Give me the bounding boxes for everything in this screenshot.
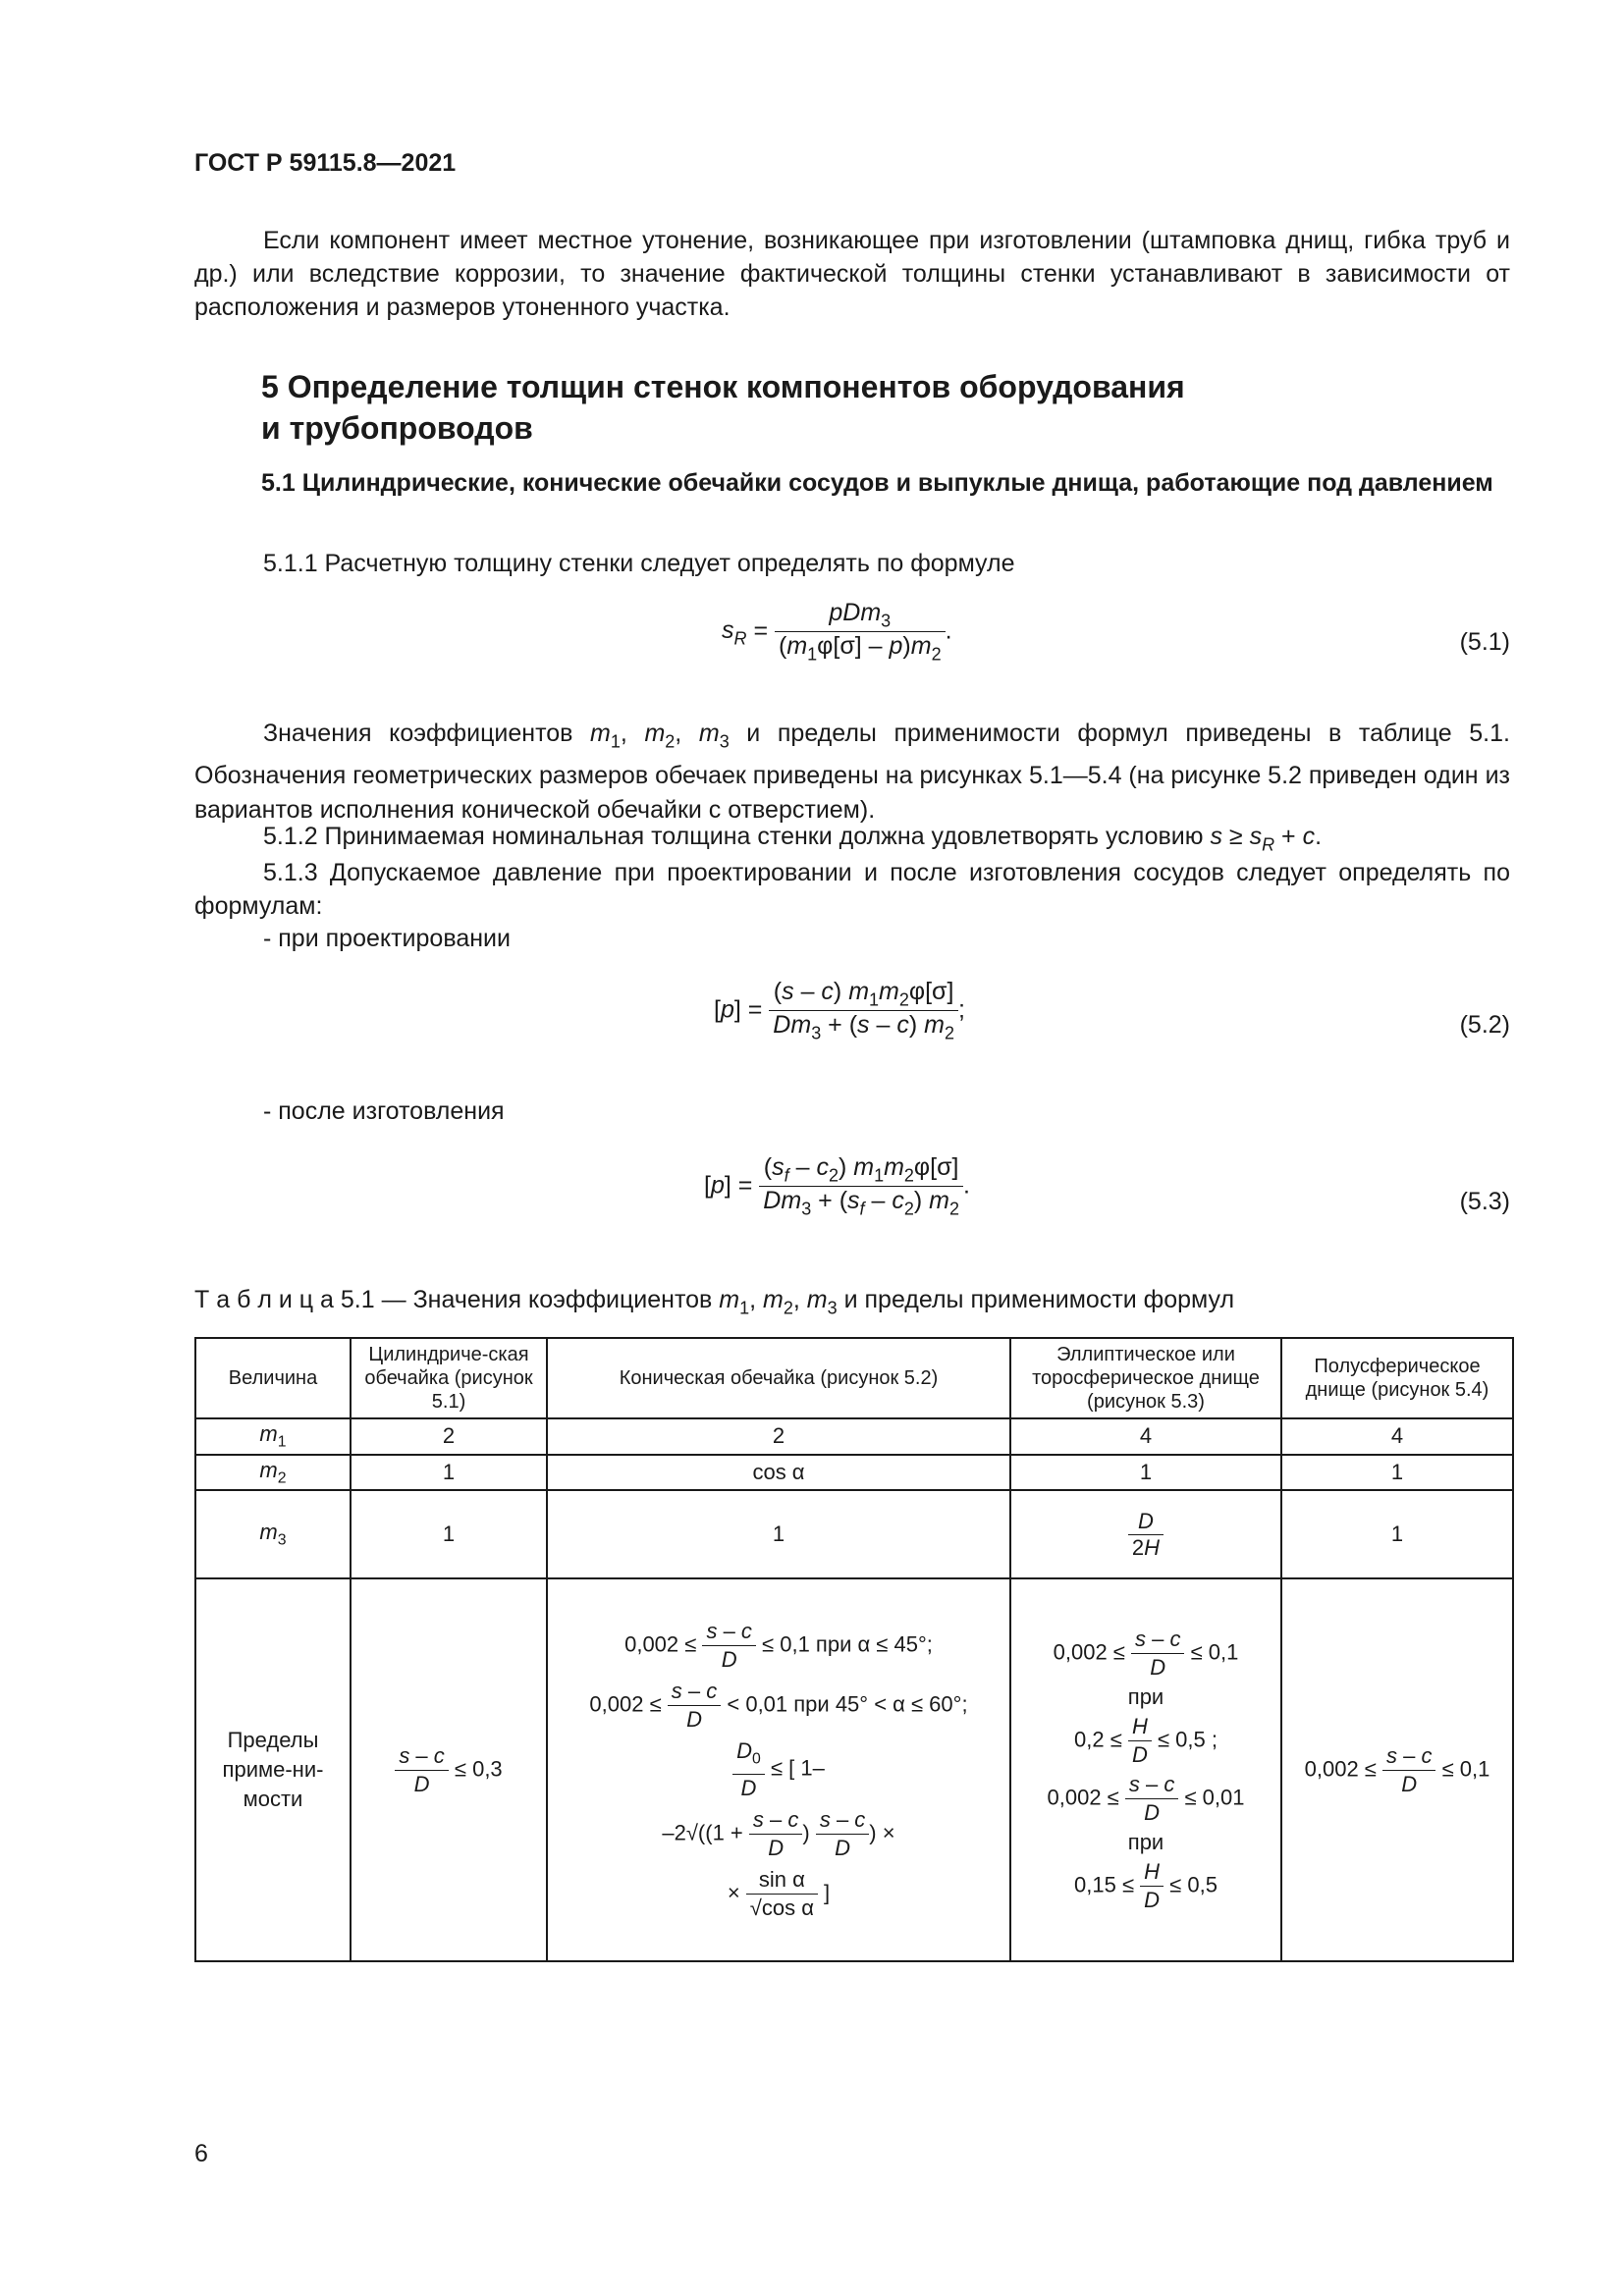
limits-cone: 0,002 ≤ $\frac{s - c}{D}$ ≤ 0,1 при α ≤ 45°; 0,002 ≤ $\frac{s - c}{D}$ < 0,01 при 45° < α ≤ 60°; $\frac{D_0}{D}$ ≤ [ 1– –2√((1 + $\frac{s - c}{D}$ ) $\frac{s - c}{D}$ ) × × $\frac{\text{sin α}}{\text{√cos α}}$ ]: [547, 1578, 1010, 1961]
formula-5-1: $s_R$ = $\frac{pDm_3}{(m_1\varphi[\sigma] - p)m_2}$ .: [722, 599, 952, 665]
equation-number-5-1: (5.1): [1459, 628, 1510, 656]
coefficients-paragraph: Значения коэффициентов $m_1$, $m_2$, $m_3$ и пределы применимости формул приведены в таблице 5.1. Обозначения геометрических размеров обечаек приведены на рисунках 5.1—5.4 (на рисунке 5.2 приведен один из вариантов исполнения конической обечайки с отверстием).: [194, 720, 1510, 825]
m2-hemisphere: 1: [1281, 1455, 1513, 1491]
m1-elliptic: 4: [1010, 1418, 1281, 1455]
row-label-limits: Пределы приме-ни-мости: [195, 1578, 351, 1961]
header-hemisphere: Полусферическое днище (рисунок 5.4): [1281, 1338, 1513, 1418]
row-label-m3: $m_3$: [195, 1490, 351, 1578]
m3-cylinder: 1: [351, 1490, 547, 1578]
subsection-5-1-title: 5.1 Цилиндрические, конические обечайки сосудов и выпуклые днища, работающие под давлением: [261, 469, 1493, 497]
m2-elliptic: 1: [1010, 1455, 1281, 1491]
table-row-m2: [195, 1455, 1513, 1491]
intro-paragraph: Если компонент имеет местное утонение, возникающее при изготовлении (штамповка днищ, гибка труб и др.) или вследствие коррозии, то значение фактической толщины стенки устанавливают в зависимости от расположения и размеров утоненного участка.: [194, 227, 1510, 321]
table-header-row: [195, 1338, 1513, 1418]
document-header: ГОСТ Р 59115.8—2021: [194, 149, 457, 177]
header-cylinder: Цилиндриче-ская обечайка (рисунок 5.1): [351, 1338, 547, 1418]
table-row-m1: [195, 1418, 1513, 1455]
table-5-1: [194, 1337, 1514, 1962]
formula-5-2: [p] = $\frac{(s - c) m_1m_2\varphi[\sigma]}{Dm_3 + (s - c) m_2}$ ;: [714, 978, 965, 1043]
m3-hemisphere: 1: [1281, 1490, 1513, 1578]
design-label: - при проектировании: [263, 925, 511, 952]
header-cone: Коническая обечайка (рисунок 5.2): [547, 1338, 1010, 1418]
equation-number-5-3: (5.3): [1459, 1188, 1510, 1215]
section-5-title-line-2: и трубопроводов: [261, 410, 533, 446]
formula-5-3: [p] = $\frac{(s_f - c_2) m_1m_2\varphi[\sigma]}{Dm_3 + (s_f - c_2) m_2}$ .: [704, 1153, 970, 1219]
header-elliptic: Эллиптическое или торосферическое днище (рисунок 5.3): [1010, 1338, 1281, 1418]
m1-cone: 2: [547, 1418, 1010, 1455]
p512-text: 5.1.2 Принимаемая номинальная толщина стенки должна удовлетворять условию: [263, 823, 1204, 850]
m1-cylinder: 2: [351, 1418, 547, 1455]
table-row-m3: [195, 1490, 1513, 1578]
m1-hemisphere: 4: [1281, 1418, 1513, 1455]
header-quantity: Величина: [195, 1338, 351, 1418]
paragraph-5-1-1: 5.1.1 Расчетную толщину стенки следует определять по формуле: [263, 550, 1015, 577]
limits-cylinder: $\frac{s - c}{D}$ ≤ 0,3: [351, 1578, 547, 1961]
coef-text-b: и пределы применимости формул приведены в таблице 5.1. Обозначения геометрических размеров обечаек приведены на рисунках 5.1—5.4 (на рисунке 5.2 приведен один из вариантов исполнения конической обечайки с отверстием).: [194, 720, 1510, 825]
equation-number-5-2: (5.2): [1459, 1011, 1510, 1039]
paragraph-5-1-2: 5.1.2 Принимаемая номинальная толщина стенки должна удовлетворять условию $s \ge s_R + c$.: [263, 823, 1323, 855]
page-number: 6: [194, 2140, 208, 2167]
after-label: - после изготовления: [263, 1097, 505, 1125]
section-5-title-line-1: 5 Определение толщин стенок компонентов оборудования: [261, 369, 1185, 404]
row-label-m1: $m_1$: [195, 1418, 351, 1455]
limits-hemisphere: 0,002 ≤ $\frac{s - c}{D}$ ≤ 0,1: [1281, 1578, 1513, 1961]
ell-pri-2: при: [1127, 1830, 1164, 1855]
m2-cone: cos α: [547, 1455, 1010, 1491]
ell-pri-1: при: [1127, 1684, 1164, 1710]
coef-text-a: Значения коэффициентов: [263, 720, 591, 747]
table-row-limits: [195, 1578, 1513, 1961]
paragraph-5-1-3: 5.1.3 Допускаемое давление при проектировании и после изготовления сосудов следует определять по формулам:: [194, 859, 1510, 920]
m3-cone: 1: [547, 1490, 1010, 1578]
table-caption: Т а б л и ц а 5.1 — Значения коэффициентов $m_1$, $m_2$, $m_3$ и пределы применимости формул: [194, 1286, 1235, 1318]
row-label-m2: $m_2$: [195, 1455, 351, 1491]
m2-cylinder: 1: [351, 1455, 547, 1491]
m3-elliptic: $\frac{D}{2H}$: [1010, 1490, 1281, 1578]
section-5-title: [261, 366, 1439, 449]
limits-elliptic: 0,002 ≤ $\frac{s - c}{D}$ ≤ 0,1 при 0,2 ≤ $\frac{H}{D}$ ≤ 0,5 ; 0,002 ≤ $\frac{s - c}{D}$ ≤ 0,01 при 0,15 ≤ $\frac{H}{D}$ ≤ 0,5: [1010, 1578, 1281, 1961]
